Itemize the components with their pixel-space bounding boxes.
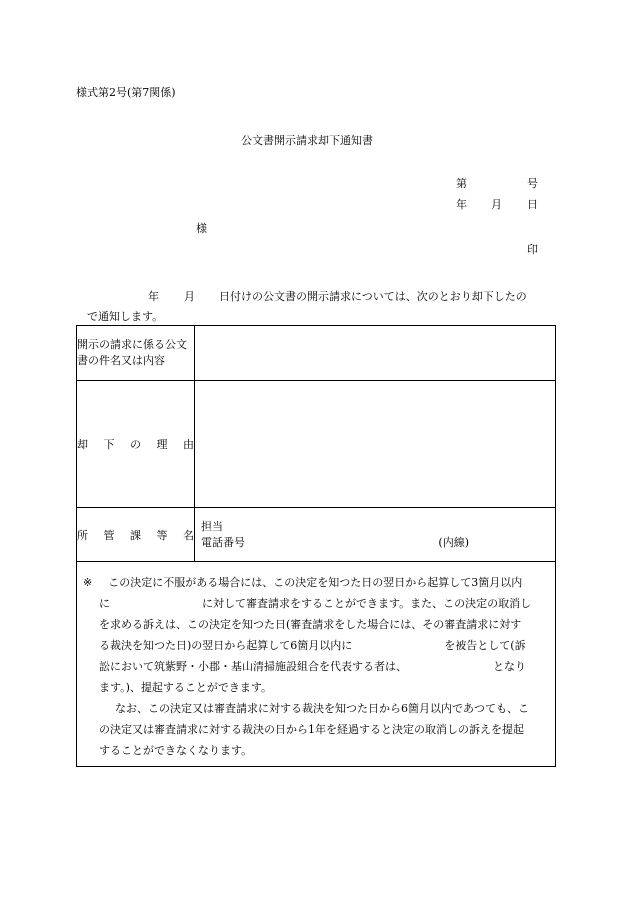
reason-label: 却 下 の 理 由: [77, 438, 194, 451]
reason-label-cell: [77, 381, 195, 508]
note-line-5b: となり: [493, 660, 526, 673]
number-label-go: 号: [527, 177, 538, 190]
document-title: 公文書開示請求却下通知書: [241, 134, 373, 147]
note-line-2b: に対して審査請求をすることができます。また、この決定の取消し: [202, 597, 532, 610]
notice-table: [76, 325, 556, 767]
note-cell: [77, 562, 556, 767]
note-row: [77, 562, 556, 767]
addressee-honorific: 様: [196, 222, 207, 235]
intro-text: 日付けの公文書の開示請求については、次のとおり却下したの: [219, 290, 527, 303]
department-label-cell: [77, 508, 195, 562]
date-month-label: 月: [491, 198, 502, 211]
note-line-3: を求める訴えは、この決定を知つた日(審査請求をした場合には、その審査請求に対す: [99, 618, 522, 631]
subject-value-cell[interactable]: [195, 326, 556, 381]
subject-label-cell: [77, 326, 195, 381]
department-value-cell: [195, 508, 556, 562]
note-line-5a: 訟において筑紫野・小郡・基山清掃施設組合を代表する者は、: [99, 660, 407, 673]
appeal-notice: [77, 562, 555, 761]
note-line-8: の決定又は審査請求に対する裁決の日から1年を経過すると決定の取消しの訴えを提起: [99, 723, 524, 736]
reason-row: [77, 381, 556, 508]
intro-month: 月: [184, 290, 195, 303]
tantou-label: 担当: [201, 519, 223, 533]
note-line-4b: を被告として(訴: [444, 639, 526, 652]
seal-mark: 印: [527, 243, 538, 256]
note-line-6: ます。)、提起することができます。: [99, 681, 273, 694]
department-label: 所 管 課 等 名: [77, 528, 194, 542]
subject-row: [77, 326, 556, 381]
note-line-4a: る裁決を知つた日)の翌日から起算して6箇月以内に: [99, 639, 353, 652]
subject-label: 開示の請求に係る公文書の件名又は内容: [77, 338, 187, 367]
intro-text-continued: で通知します。: [87, 310, 164, 323]
phone-line: [201, 535, 549, 551]
note-line-7: なお、この決定又は審査請求に対する裁決を知つた日から6箇月以内であつても、こ: [115, 702, 529, 715]
note-line-2a: に: [99, 597, 110, 610]
intro-year: 年: [148, 290, 159, 303]
date-year-label: 年: [456, 198, 467, 211]
note-line-9: することができなくなります。: [99, 744, 253, 757]
date-day-label: 日: [527, 198, 538, 211]
form-number: 様式第2号(第7関係): [76, 86, 176, 99]
department-row: [77, 508, 556, 562]
extension-label: (内線): [438, 535, 469, 549]
reason-value-cell[interactable]: [195, 381, 556, 508]
note-mark: ※: [83, 576, 93, 589]
number-label-dai: 第: [456, 177, 467, 190]
phone-label: 電話番号: [201, 535, 245, 549]
note-line-1: この決定に不服がある場合には、この決定を知つた日の翌日から起算して3箇月以内: [108, 576, 523, 589]
